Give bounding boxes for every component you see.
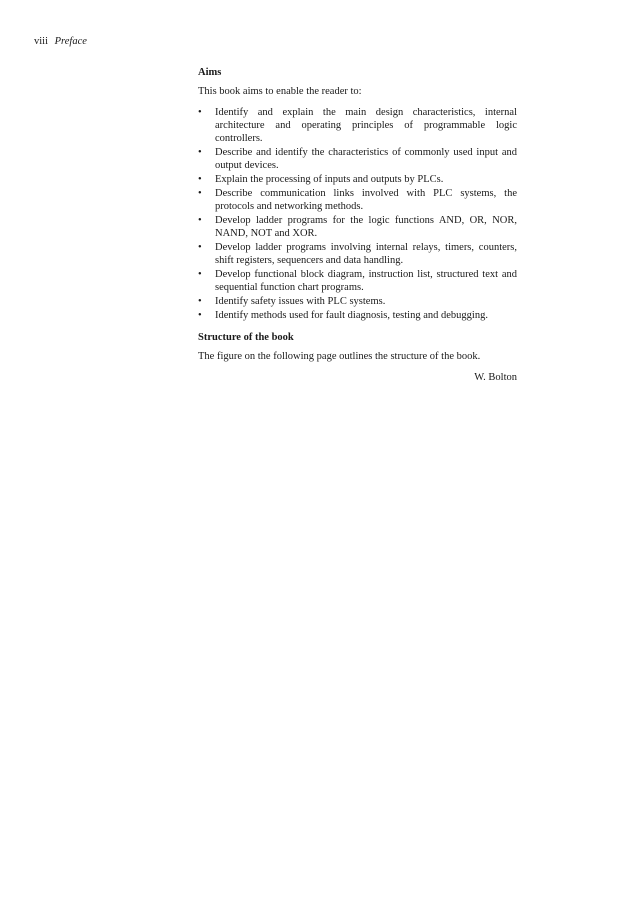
aims-item-text: Develop functional block diagram, instruction list, structured text and sequential function chart programs. <box>215 269 517 293</box>
aims-item-text: Describe and identify the characteristics of commonly used input and output devices. <box>215 147 517 171</box>
aims-list <box>198 106 517 322</box>
bullet-icon: • <box>198 242 202 253</box>
author-signature: W. Bolton <box>474 372 517 383</box>
aims-list-item <box>198 241 517 267</box>
aims-list-item <box>198 268 517 294</box>
aims-list-item <box>198 146 517 172</box>
aims-list-item <box>198 106 517 145</box>
bullet-icon: • <box>198 174 202 185</box>
aims-list-item <box>198 214 517 240</box>
aims-list-item <box>198 187 517 213</box>
aims-item-text: Identify safety issues with PLC systems. <box>215 296 386 307</box>
aims-list-item <box>198 173 517 186</box>
aims-list-item <box>198 295 517 308</box>
bullet-icon: • <box>198 310 202 321</box>
aims-item-text: Develop ladder programs for the logic functions AND, OR, NOR, NAND, NOT and XOR. <box>215 215 517 239</box>
aims-item-text: Identify and explain the main design characteristics, internal architecture and operating principles of programmable logic controllers. <box>215 107 517 144</box>
bullet-icon: • <box>198 107 202 118</box>
running-head <box>34 35 87 48</box>
page-number: viii <box>34 36 49 47</box>
structure-text: The figure on the following page outlines the structure of the book. <box>198 351 481 362</box>
structure-heading: Structure of the book <box>198 332 294 343</box>
bullet-icon: • <box>198 147 202 158</box>
aims-heading: Aims <box>198 67 222 78</box>
bullet-icon: • <box>198 215 202 226</box>
aims-intro: This book aims to enable the reader to: <box>198 86 362 97</box>
bullet-icon: • <box>198 296 202 307</box>
aims-item-text: Identify methods used for fault diagnosis, testing and debugging. <box>215 310 488 321</box>
aims-item-text: Describe communication links involved with PLC systems, the protocols and networking methods. <box>215 188 517 212</box>
aims-list-item <box>198 309 517 322</box>
bullet-icon: • <box>198 269 202 280</box>
running-head-title: Preface <box>54 36 87 47</box>
aims-item-text: Explain the processing of inputs and outputs by PLCs. <box>215 174 444 185</box>
preface-content <box>198 66 517 384</box>
aims-item-text: Develop ladder programs involving internal relays, timers, counters, shift registers, sequencers and data handling. <box>215 242 517 266</box>
bullet-icon: • <box>198 188 202 199</box>
